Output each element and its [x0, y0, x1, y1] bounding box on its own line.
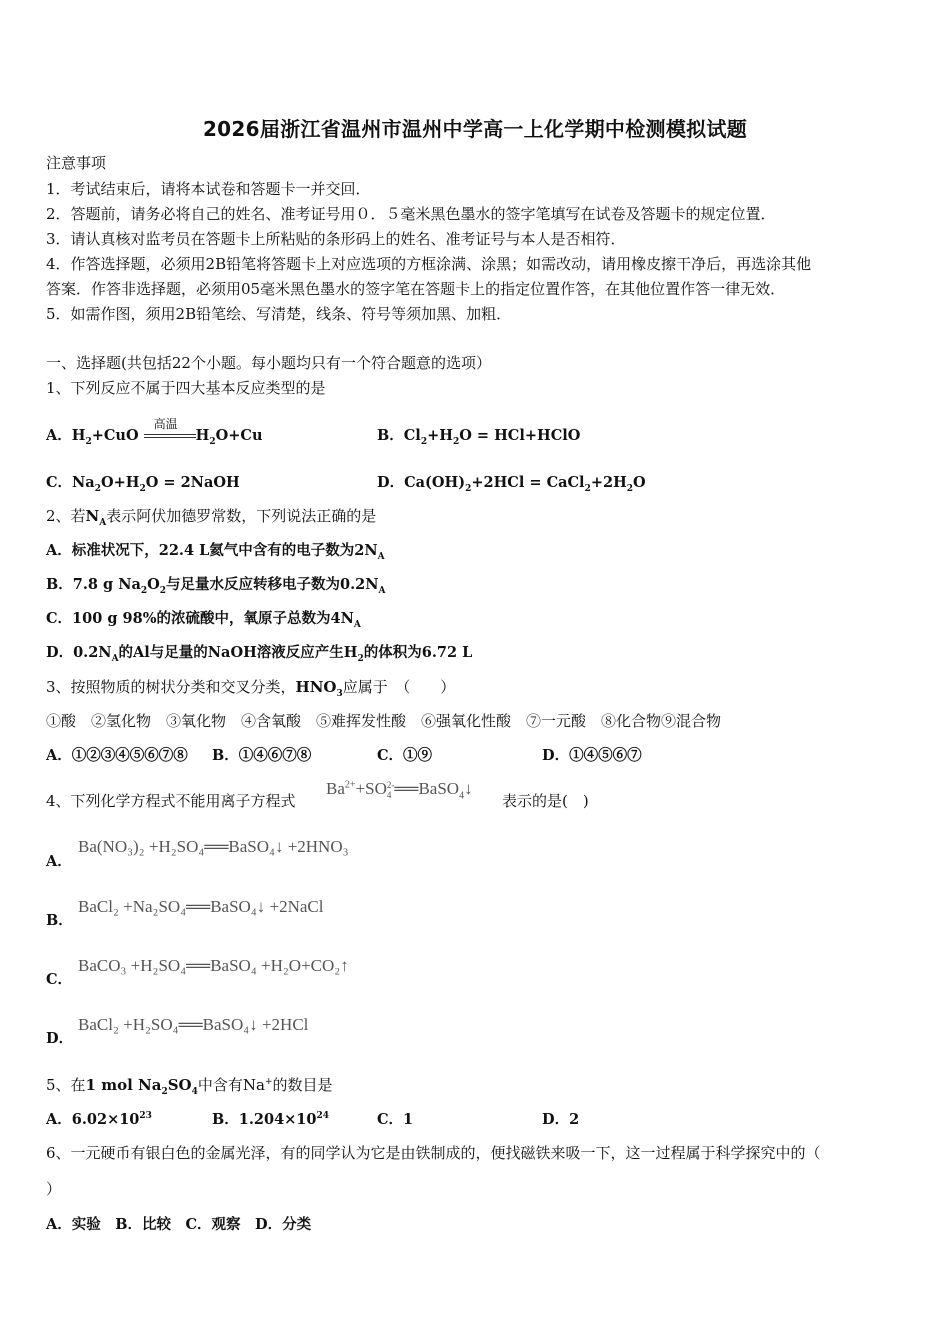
q5-option-a[interactable]: A．$6.02\times 10^{23}$	[46, 1111, 152, 1128]
notice-line-2: 2．答题前，请务必将自己的姓名、准考证号用０．５毫米黑色墨水的签字笔填写在试卷及答题卡的规定位置．	[46, 205, 776, 223]
q4-stem-pre: 4、下列化学方程式不能用离子方程式	[46, 792, 296, 810]
q3-option-c[interactable]: C．①⑨	[377, 747, 433, 764]
q3-items: ①酸 ②氢化物 ③氧化物 ④含氧酸 ⑤难挥发性酸 ⑥强氧化性酸 ⑦一元酸 ⑧化合物⑨混合物	[46, 712, 722, 730]
q1-reaction-arrow	[144, 417, 196, 443]
q5-option-c[interactable]: C．1	[377, 1111, 414, 1128]
q1-option-b[interactable]: B．$Cl_2+H_2O$ = HCl+HClO	[377, 427, 581, 447]
q4-option-b-label[interactable]: B．	[46, 912, 73, 929]
q5-option-b[interactable]: B．$1.204\times 10^{24}$	[212, 1111, 330, 1128]
q2-option-c[interactable]: C．100 g 98%的浓硫酸中，氧原子总数为$4N_A$	[46, 610, 361, 630]
q1-option-a[interactable]: A．$H_2+CuO$ 高温 $H_2O+Cu$	[46, 417, 263, 447]
q4-option-b-equation[interactable]: BaCl₂ +Na₂SO₄══BaSO₄↓ +2NaCl	[78, 897, 324, 916]
q4-ion-equation: $Ba^{2+}+SO$ 2- 4 ══BaSO$_4$↓	[326, 779, 473, 802]
notice-line-4: 4．作答选择题，必须用2B铅笔将答题卡上对应选项的方框涂满、涂黑；如需改动，请用橡皮擦干净后，再选涂其他	[46, 255, 812, 273]
notice-line-1: 1．考试结束后，请将本试卷和答题卡一并交回．	[46, 180, 371, 198]
q1-condition: 高温	[153, 417, 178, 431]
notice-line-6: 5．如需作图，须用2B铅笔绘、写清楚，线条、符号等须加黑、加粗．	[46, 305, 512, 323]
q2-stem: 2、若$N_A$表示阿伏加德罗常数，下列说法正确的是	[46, 507, 377, 528]
q4-option-c-equation[interactable]: BaCO₃ +H₂SO₄══BaSO₄ +H₂O+CO₂↑	[78, 956, 349, 975]
page-title: 2026届浙江省温州市温州中学高一上化学期中检测模拟试题	[202, 117, 748, 141]
q2-option-a[interactable]: A．标准状况下，22.4 L氦气中含有的电子数为$2N_A$	[46, 542, 385, 562]
q1-option-c[interactable]: C．$Na_2O+H_2O$ = 2NaOH	[46, 474, 240, 494]
notice-heading: 注意事项	[46, 154, 107, 172]
q1-stem: 1、下列反应不属于四大基本反应类型的是	[46, 379, 326, 397]
q3-stem: 3、按照物质的树状分类和交叉分类，$HNO_3$应属于 （ ）	[46, 678, 456, 699]
q4-option-a-label[interactable]: A．	[46, 853, 72, 870]
q4-option-d-label[interactable]: D．	[46, 1030, 74, 1047]
q6-stem-line-1: 6、一元硬币有银白色的金属光泽，有的同学认为它是由铁制成的，便找磁铁来吸一下，这一过程属于科学探究中的（	[46, 1144, 821, 1162]
q4-option-c-label[interactable]: C．	[46, 971, 73, 988]
q6-options[interactable]: A．实验 B．比较 C．观察 D．分类	[46, 1216, 312, 1233]
q6-stem-line-2: ）	[46, 1180, 62, 1198]
q2-option-b[interactable]: B．7.8 g $Na_2O_2$与足量水反应转移电子数为$0.2N_A$	[46, 576, 386, 596]
q3-option-d[interactable]: D．①④⑤⑥⑦	[542, 747, 642, 764]
q4-option-a-equation[interactable]: Ba(NO₃)₂ +H₂SO₄══BaSO₄↓ +2HNO₃	[78, 837, 349, 856]
q4-stem-post: 表示的是( )	[502, 792, 589, 810]
q3-option-a[interactable]: A．①②③④⑤⑥⑦⑧	[46, 747, 188, 764]
section-heading: 一、选择题(共包括22个小题。每小题均只有一个符合题意的选项）	[46, 354, 491, 372]
q3-option-b[interactable]: B．①④⑥⑦⑧	[212, 747, 312, 764]
q5-option-d[interactable]: D．2	[542, 1111, 580, 1128]
q5-stem: 5、在1 mol $Na_2SO_4$中含有Na+的数目是	[46, 1076, 333, 1097]
notice-line-5: 答案．作答非选择题，必须用05毫米黑色墨水的签字笔在答题卡上的指定位置作答，在其他位置作答一律无效．	[46, 280, 786, 298]
q4-option-d-equation[interactable]: BaCl₂ +H₂SO₄══BaSO₄↓ +2HCl	[78, 1015, 309, 1034]
notice-line-3: 3．请认真核对监考员在答题卡上所粘贴的条形码上的姓名、准考证号与本人是否相符．	[46, 230, 626, 248]
q2-option-d[interactable]: D．$0.2N_A$的Al与足量的NaOH溶液反应产生$H_2$的体积为6.72 L	[46, 644, 473, 664]
q1-option-d[interactable]: D．$Ca(OH)_2+2HCl$ = $CaCl_2+2H_2O$	[377, 474, 646, 494]
